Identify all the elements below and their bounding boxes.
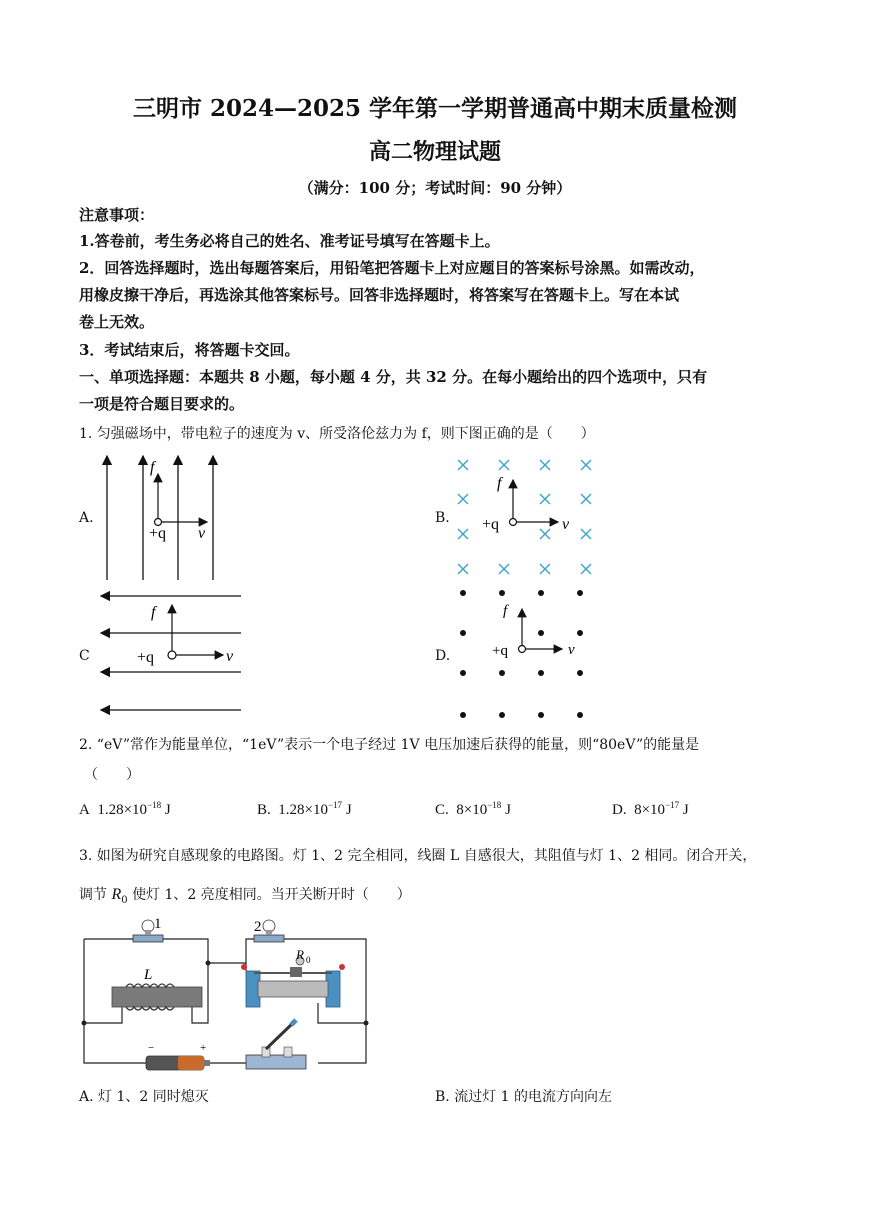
- charge-label: +q: [137, 649, 155, 666]
- field-cross-mark: [499, 460, 509, 470]
- q2-option-d-mantissa: 8×10: [634, 802, 666, 818]
- field-dot-mark: [577, 590, 583, 596]
- q2-unit: J: [164, 802, 171, 818]
- q1-option-b-label[interactable]: B.: [435, 510, 450, 526]
- charge-label: +q: [482, 516, 500, 533]
- q2-option-a[interactable]: [79, 800, 171, 819]
- rheostat-label: R: [296, 947, 304, 962]
- q3-stem-line1: 3. 如图为研究自感现象的电路图。灯 1、2 完全相同，线圈 L 自感很大，其阻值与灯 1、2 相同。闭合开关，: [79, 848, 757, 864]
- junction-dot: [82, 1021, 87, 1026]
- rheostat-subscript: 0: [306, 955, 311, 965]
- q3-r0-subscript: 0: [121, 894, 128, 906]
- field-dot-mark: [538, 712, 544, 718]
- field-dot-mark: [460, 670, 466, 676]
- page-subtitle: 高二物理试题: [368, 139, 501, 165]
- field-cross-mark: [581, 460, 591, 470]
- field-cross-mark: [458, 564, 468, 574]
- charge-label: +q: [149, 525, 167, 542]
- field-dot-mark: [460, 590, 466, 596]
- field-dot-mark: [538, 670, 544, 676]
- force-label: f: [503, 603, 508, 619]
- field-dot-mark: [460, 712, 466, 718]
- field-cross-mark: [458, 494, 468, 504]
- battery-minus-label: −: [148, 1042, 155, 1054]
- q3-stem-line2: [79, 884, 411, 906]
- q2-option-c-exponent: −18: [487, 800, 502, 810]
- force-label: f: [151, 604, 156, 621]
- inductor-coil-icon: [112, 984, 202, 1010]
- field-dot-mark: [460, 630, 466, 636]
- force-label: f: [150, 459, 155, 476]
- q3-option-a[interactable]: A. 灯 1、2 同时熄灭: [79, 1089, 209, 1105]
- field-cross-mark: [540, 460, 550, 470]
- q3-r0-symbol: R: [111, 886, 122, 903]
- charge-marker: [510, 519, 517, 526]
- battery-plus-label: +: [200, 1042, 207, 1054]
- rheostat-icon: [241, 957, 345, 1007]
- q2-answer-paren: （ ）: [84, 767, 140, 783]
- q1-option-d-label[interactable]: D.: [435, 648, 451, 664]
- field-dot-mark: [499, 712, 505, 718]
- field-cross-mark: [581, 564, 591, 574]
- velocity-label: v: [226, 648, 234, 665]
- velocity-label: v: [562, 516, 570, 533]
- field-cross-mark: [581, 529, 591, 539]
- field-cross-mark: [458, 460, 468, 470]
- q2-option-b-exponent: −17: [327, 800, 343, 810]
- coil-label: L: [144, 967, 153, 983]
- q1-option-d-diagram: [450, 585, 600, 725]
- field-lines-upward: [107, 456, 213, 580]
- field-dot-mark: [577, 630, 583, 636]
- velocity-label: v: [568, 642, 575, 658]
- q2-option-c-mantissa: 8×10: [456, 802, 488, 818]
- field-dot-mark: [577, 712, 583, 718]
- lamp-2-label: 2: [254, 919, 262, 935]
- q1-option-a-diagram: [95, 450, 230, 585]
- q3-option-b[interactable]: B. 流过灯 1 的电流方向向左: [435, 1089, 612, 1105]
- q2-option-d[interactable]: [612, 800, 689, 819]
- field-dot-mark: [499, 590, 505, 596]
- q2-option-a-exponent: −18: [147, 800, 162, 810]
- q2-option-b-mantissa: 1.28×10: [278, 802, 328, 818]
- notice-heading: 注意事项：: [79, 206, 155, 224]
- charge-marker: [519, 646, 526, 653]
- velocity-label: v: [198, 525, 206, 542]
- switch-icon: [246, 1020, 306, 1069]
- q3-stem-post: 使灯 1、2 亮度相同。当开关断开时（ ）: [132, 887, 411, 903]
- junction-dot: [206, 961, 211, 966]
- junction-dot: [364, 1021, 369, 1026]
- battery-icon: [146, 1056, 210, 1070]
- q2-option-a-label: A: [79, 802, 90, 818]
- section1-heading-line2: 一项是符合题目要求的。: [79, 395, 245, 413]
- q2-option-a-mantissa: 1.28×10: [97, 802, 148, 818]
- q2-unit: J: [682, 802, 689, 818]
- notice-item-2-line3: 卷上无效。: [79, 313, 155, 331]
- field-dot-mark: [538, 630, 544, 636]
- q3-stem-pre: 调节: [79, 887, 107, 903]
- exam-info: （满分：100 分；考试时间：90 分钟）: [298, 179, 572, 197]
- notice-item-3: 3．考试结束后，将答题卡交回。: [79, 341, 300, 359]
- q2-option-c[interactable]: [435, 800, 511, 819]
- q2-unit: J: [345, 802, 352, 818]
- lamp-1-label: 1: [154, 916, 162, 932]
- field-cross-mark: [458, 529, 468, 539]
- notice-item-2-line2: 用橡皮擦干净后，再选涂其他答案标号。回答非选择题时，将答案写在答题卡上。写在本试: [79, 286, 680, 304]
- q2-option-b-label: B.: [257, 802, 271, 818]
- q2-option-d-exponent: −17: [665, 800, 680, 810]
- q2-stem: 2. “eV”常作为能量单位，“1eV”表示一个电子经过 1V 电压加速后获得的能量，则“80eV”的能量是: [79, 737, 700, 753]
- section1-heading-line1: 一、单项选择题：本题共 8 小题，每小题 4 分，共 32 分。在每小题给出的四个选项中，只有: [79, 368, 708, 386]
- field-into-page-crosses: [458, 460, 591, 574]
- field-dot-mark: [538, 590, 544, 596]
- field-cross-mark: [581, 494, 591, 504]
- q2-option-d-label: D.: [612, 802, 627, 818]
- field-cross-mark: [540, 494, 550, 504]
- q2-option-c-label: C.: [435, 802, 449, 818]
- q2-unit: J: [505, 802, 511, 818]
- q1-option-c-diagram: [95, 585, 245, 720]
- force-label: f: [497, 475, 502, 492]
- page-title: 三明市 2024—2025 学年第一学期普通高中期末质量检测: [132, 95, 738, 122]
- q1-stem: 1. 匀强磁场中，带电粒子的速度为 v、所受洛伦兹力为 f，则下图正确的是（ ）: [79, 426, 595, 442]
- field-cross-mark: [499, 564, 509, 574]
- q3-circuit-diagram: [78, 915, 378, 1075]
- q1-option-c-label[interactable]: C: [79, 648, 90, 664]
- notice-item-1: 1.答卷前，考生务必将自己的姓名、准考证号填写在答题卡上。: [79, 232, 500, 250]
- notice-item-2-line1: 2．回答选择题时，选出每题答案后，用铅笔把答题卡上对应题目的答案标号涂黑。如需改动，: [79, 259, 705, 277]
- q2-option-b[interactable]: [257, 800, 352, 819]
- charge-label: +q: [492, 643, 508, 659]
- q1-option-a-label[interactable]: A.: [79, 510, 94, 526]
- field-dot-mark: [577, 670, 583, 676]
- q1-option-b-diagram: [450, 452, 600, 582]
- charge-marker: [168, 651, 176, 659]
- field-dot-mark: [499, 670, 505, 676]
- field-cross-mark: [540, 529, 550, 539]
- field-cross-mark: [540, 564, 550, 574]
